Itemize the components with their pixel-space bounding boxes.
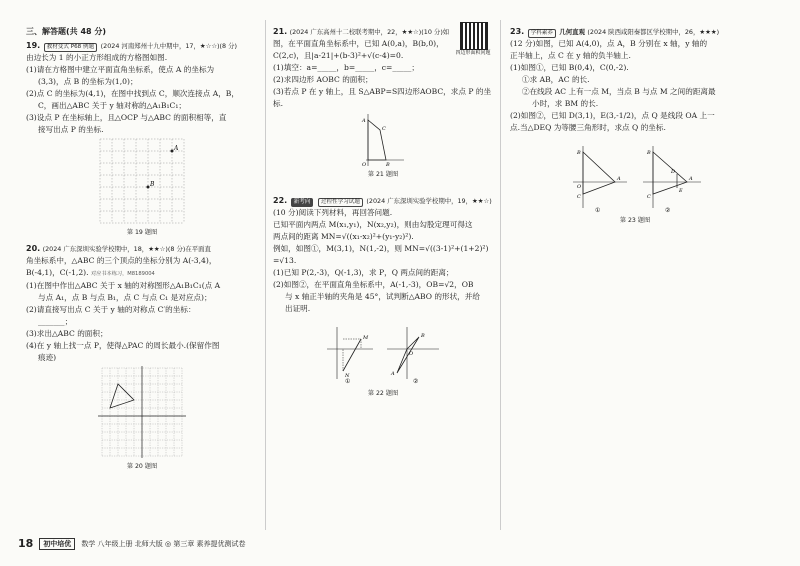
q23-figure [510,142,760,227]
q19-part2b: C，画出△ABC 关于 y 轴对称的△A₁B₁C₁； [38,101,186,110]
q19-number: 19. [26,41,41,50]
svg-text:C: C [382,126,386,132]
svg-text:A: A [689,176,693,182]
question-23 [510,26,760,227]
q20-part4b: 痕迹) [38,353,57,362]
svg-text:A: A [391,371,395,377]
section-title: 三、解答题(共 48 分) [26,27,107,36]
q23-figure-1 [573,146,627,214]
q19-grid [97,136,187,226]
q23-figure-2 [643,146,701,214]
svg-text:B: B [647,150,651,156]
page-number: 18 [18,537,34,550]
column-divider-2 [500,20,501,530]
q22-line2: 两点间的距离 MN=√((x₁-x₂)²+(y₁-y₂)²). [273,232,414,241]
q20-grid [96,364,188,460]
q23-line0: (12 分)如图，已知 A(4,0)，点 A，B 分别在 x 轴，y 轴的 [510,39,708,48]
q19-caption: 第 19 题图 [126,229,158,236]
q19-label-a: A [174,145,179,152]
q23-tag: 学科素养 [528,29,556,38]
q22-part2b: 与 x 轴正半轴的夹角是 45°，试判断△ABO 的形状，并给 [285,292,480,301]
question-19 [26,40,258,239]
q23-part1b2: 小时，求 BM 的长. [532,99,599,108]
q19-tag: 教材变式 P68 例题 [44,43,98,52]
q23-number: 23. [510,27,525,36]
svg-text:N: N [345,373,350,379]
q20-source: (2024 广东深圳实验学校期中，18，★★☆)(8 分)在平面直 [42,245,211,253]
q20-figure [26,364,258,473]
q22-part2c: 出证明. [285,304,311,313]
q21-part1: (1)填空：a=_____，b=_____，c=_____； [273,63,420,72]
svg-text:A: A [617,176,621,182]
q19-part1b: (3,3)，点 B 的坐标为(1,0)； [38,77,138,86]
q21-figure [273,110,493,181]
q20-part3: (3)求出△ABC 的面积； [26,329,108,338]
q20-part2b: _______； [38,317,73,326]
q22-diagrams [323,323,443,387]
q20-caption: 第 20 题图 [126,463,158,470]
q21-part3: (3)若点 P 在 y 轴上，且 S△ABP=S四边形AOBC，求点 P 的坐标. [273,87,492,108]
qr-caption: 四边形面积问题 [455,50,491,56]
q21-source: (2024 广东高州十二校联考期中，22，★★☆)(10 分)如 [289,28,450,36]
q22-figure-2 [387,327,439,385]
q19-part3b: 接写出点 P 的坐标. [38,125,104,134]
column-divider [265,20,266,530]
q20-line1: 角坐标系中，△ABC 的三个顶点的坐标分别为 A(-3,4)， [26,256,217,265]
q20-line2: B(-4,1)，C(-1,2). [26,268,89,277]
svg-text:O: O [409,351,414,357]
q19-stem: 由边长为 1 的小正方形组成的方格图如图. [26,53,168,62]
q22-fig1-label: ① [345,378,351,385]
q23-part1b1: ②在线段 AC 上有一点 M，当点 B 与点 M 之间的距离最 [522,87,716,96]
q20-part1a: (1)在图中作出△ABC 关于 x 轴的对称图形△A₁B₁C₁(点 A [26,281,221,290]
qr-code-icon[interactable] [460,22,488,50]
svg-text:A: A [362,118,366,124]
q20-note: 对应书本练习，M8189004 [90,271,155,277]
footer-info: 数学 八年级上册 北师大版 ◎ 第三章 素养提优测试卷 [81,539,246,548]
q23-line1: 正半轴上，点 C 在 y 轴的负半轴上. [510,51,631,60]
q23-source: (2024 陕西咸阳秦都区学校期中，26，★★★) [587,28,720,36]
q19-figure [26,136,258,239]
q20-number: 20. [26,244,41,253]
q21-line2: C(2,c)，且|a-21|+(b-3)²+√(c-4)=0. [273,51,404,60]
svg-text:O: O [577,184,582,190]
q22-source: (2024 广东深圳实验学校期中，19，★★☆) [366,197,492,205]
q22-fig2-label: ② [413,378,419,385]
q23-fig1-label: ① [595,207,601,214]
column-left [26,26,258,475]
column-right [510,26,760,229]
svg-text:B: B [577,150,581,156]
q22-part2a: (2)如图②，在平面直角坐标系中，A(-1,-3)，OB=√2，OB [273,280,474,289]
q22-line0: (10 分)阅读下列材料，再回答问题. [273,208,393,217]
svg-text:D: D [671,169,676,175]
q22-figure-1 [327,327,373,385]
svg-text:C: C [647,194,651,200]
q21-number: 21. [273,27,288,36]
q23-tag2: 几何直观 [559,28,585,36]
q19-source: (2024 河南郑州十九中期中，17，★☆☆)(8 分) [100,42,238,50]
q20-part2a: (2)请直接写出点 C 关于 y 轴的对称点 C′的坐标： [26,305,196,314]
q19-label-b: B [150,181,155,188]
q19-part3a: (3)设点 P 在坐标轴上，且△OCP 与△ABC 的面积相等，直 [26,113,227,122]
q22-figure [273,323,493,400]
q23-part1a: ①求 AB，AC 的长. [522,75,590,84]
q23-part2b: 点.当△DEQ 为等腰三角形时，求点 Q 的坐标. [510,123,666,132]
q23-part1: (1)如图①，已知 B(0,4)，C(0,-2). [510,63,629,72]
q20-part1b: 与点 A₁，点 B 与点 B₁，点 C 与点 C₁ 是对应点)； [38,293,212,302]
q22-line3: 例如，如图①，M(3,1)，N(1,-2)，则 MN=√((3-1)²+(1+2)²) [273,244,489,253]
page-footer [18,537,246,550]
q23-diagrams [565,142,705,214]
q20-part4a: (4)在 y 轴上找一点 P，使得△PAC 的周长最小.(保留作图 [26,341,220,350]
svg-text:B: B [386,162,390,168]
q19-part1a: (1)请在方格图中建立平面直角坐标系，使点 A 的坐标为 [26,65,215,74]
q22-line1: 已知平面内两点 M(x₁,y₁)，N(x₂,y₂)，则由勾股定理可得这 [273,220,473,229]
q19-part2a: (2)点 C 的坐标为(4,1)，在图中找到点 C，顺次连接点 A，B， [26,89,239,98]
q22-line4: =√13. [273,256,297,265]
svg-text:M: M [363,335,369,341]
q22-part1: (1)已知 P(2,-3)，Q(-1,3)，求 P，Q 两点间的距离； [273,268,454,277]
question-20 [26,243,258,473]
svg-text:E: E [679,188,683,194]
svg-text:C: C [577,194,581,200]
svg-text:O: O [362,162,367,168]
brand-label: 初中培优 [39,538,75,550]
question-22 [273,195,493,400]
q21-caption: 第 21 题图 [367,171,399,178]
q22-tag2: 过程性学习试题 [318,198,363,207]
q22-caption: 第 22 题图 [367,390,399,397]
column-middle [273,26,493,402]
q23-part2a: (2)如图②，已知 D(3,1)，E(3,-1/2)，点 Q 是线段 OA 上一 [510,111,715,120]
q23-fig2-label: ② [665,207,671,214]
q23-caption: 第 23 题图 [619,217,651,224]
q21-diagram [358,110,408,168]
q22-number: 22. [273,196,288,205]
q20-triangle [110,384,134,408]
q21-line1: 图，在平面直角坐标系中，已知 A(0,a)，B(b,0)， [273,39,444,48]
q21-part2: (2)求四边形 AOBC 的面积； [273,75,373,84]
q22-tag1: 新考向 [291,198,314,207]
svg-text:B: B [421,333,425,339]
